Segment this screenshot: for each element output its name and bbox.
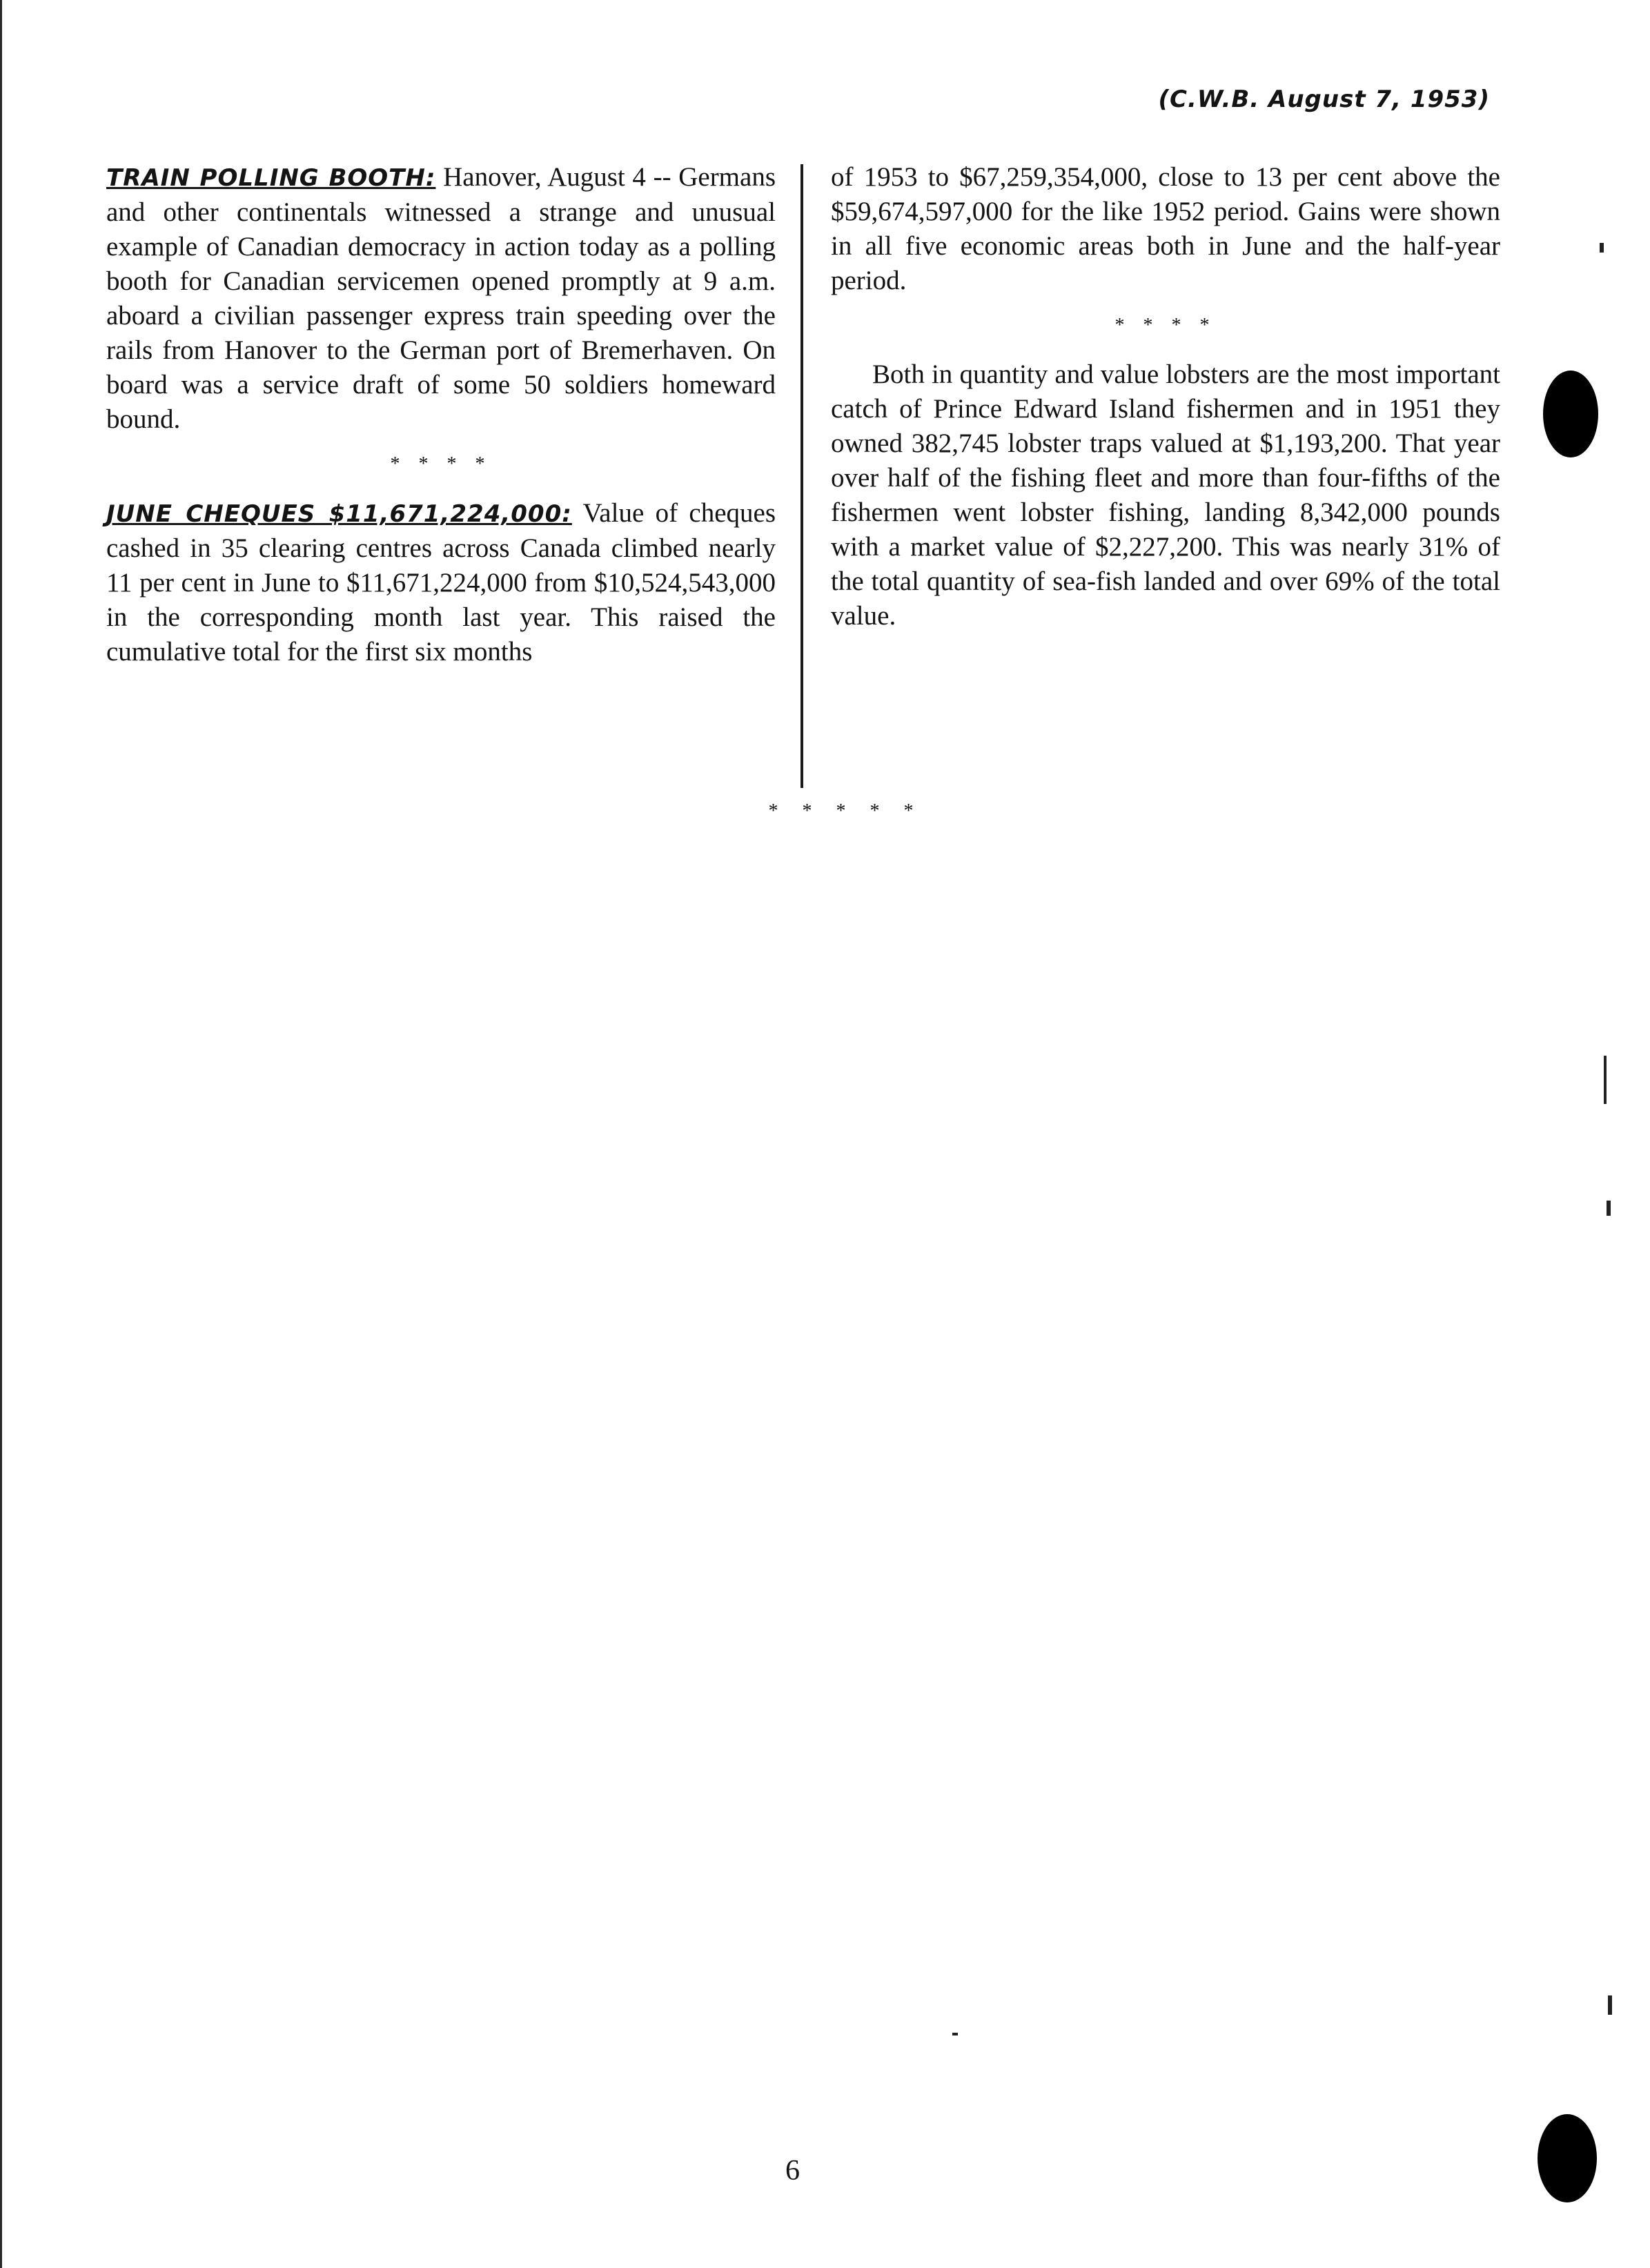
section-separator: * * * * [390,453,492,475]
punch-hole-mark [1543,371,1598,457]
article-body: Hanover, August 4 -- Germans and other continentals witnessed a strange and unusual example of Canadian democracy in action today as a polling booth for Canadian servicemen opened promptly at 9 a.m. aboard a civilian passenger express train speeding over the rails from Hanover to the German port of Bremerhaven. On board was a service draft of some 50 soldiers homeward bound. [106,162,776,434]
scan-speck [1607,1201,1611,1216]
end-separator: * * * * * [768,800,923,822]
section-separator: * * * * [1114,315,1217,336]
article-heading: JUNE CHEQUES $11,671,224,000: [106,500,572,528]
article-june-cheques [106,496,776,669]
scan-speck [1600,243,1604,253]
punch-hole-mark [1538,2114,1597,2202]
article-train-polling-booth [106,160,776,437]
article-body: Value of cheques cashed in 35 clearing centres across Canada climbed nearly 11 per cent in June to $11,671,224,000 from $10,524,543,000 in the corresponding month last year. This raised the cumulative total for the first six months [106,498,776,667]
scan-speck [952,2033,958,2035]
scan-left-edge [0,0,2,2268]
article-continuation: of 1953 to $67,259,354,000, close to 13 per cent above the $59,674,597,000 for the like 1952 period. Gains were shown in all five economic areas both in June and the half-year period. [831,162,1500,295]
article-heading: TRAIN POLLING BOOTH: [106,164,436,192]
right-column [831,160,1500,633]
page-number: 6 [785,2155,800,2187]
left-column [106,160,776,669]
scan-speck [1604,1056,1607,1104]
scan-speck [1608,1995,1612,2015]
column-divider [801,164,803,788]
page-header-citation: (C.W.B. August 7, 1953) [1158,86,1490,113]
article-lobsters: Both in quantity and value lobsters are the most important catch of Prince Edward Island fishermen and in 1951 they owned 382,745 lobster traps valued at $1,193,200. That year over half of the fishing fleet and more than four-fifths of the fishermen went lobster fishing, landing 8,342,000 pounds with a market value of $2,227,200. This was nearly 31% of the total quantity of sea-fish landed and over 69% of the total value. [831,359,1500,631]
